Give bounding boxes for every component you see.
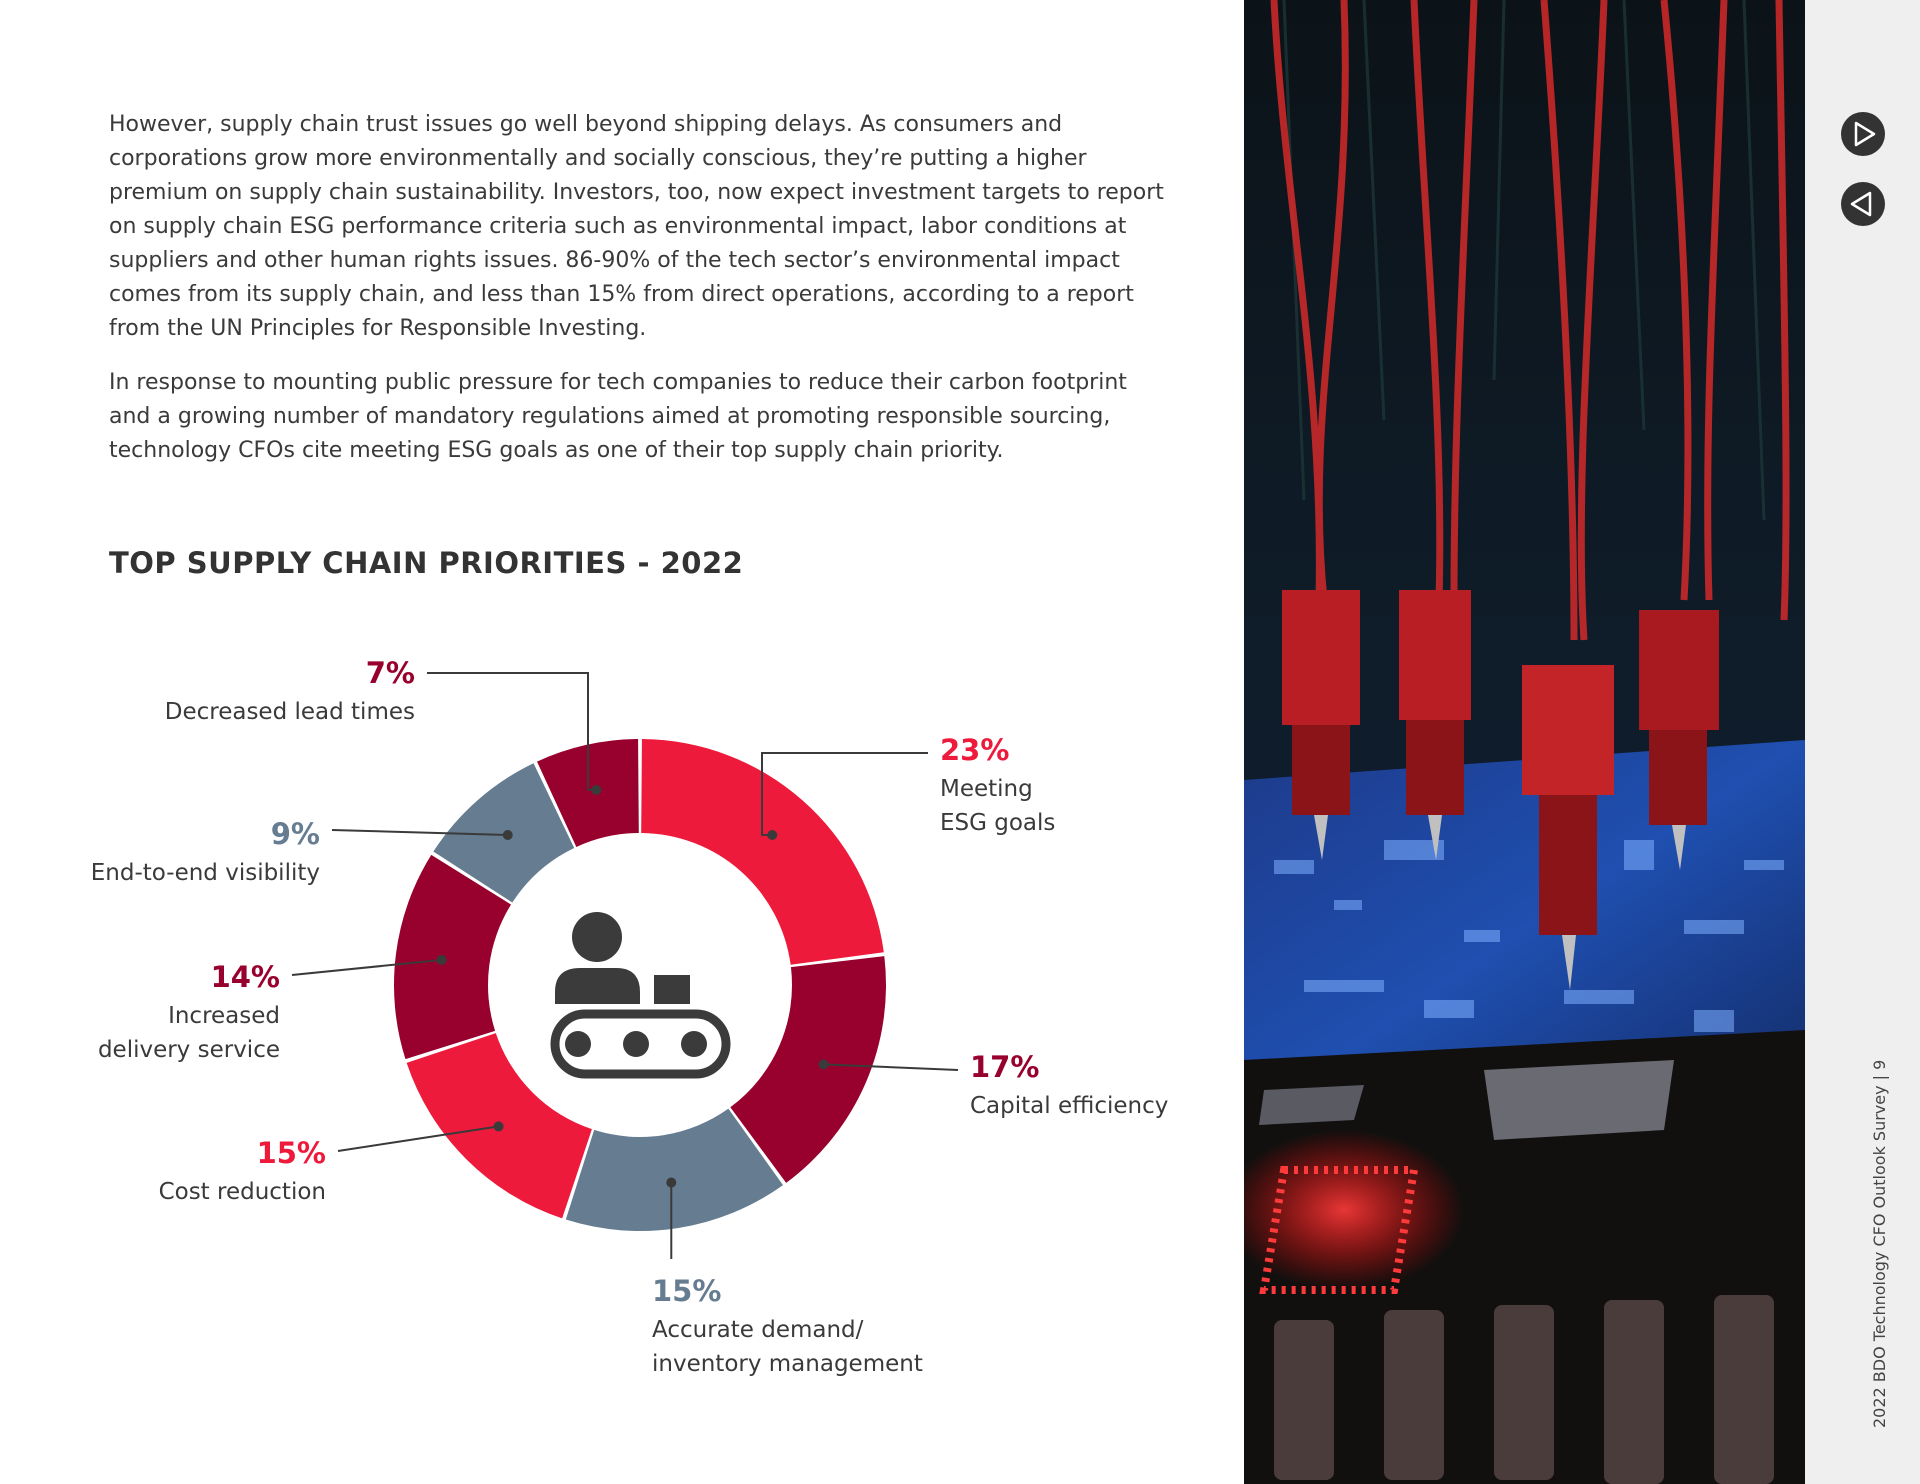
footer-page-label: 2022 BDO Technology CFO Outlook Survey | 9 [1870, 1059, 1889, 1428]
slice-percent-label: 7% [365, 656, 415, 690]
conveyor-worker-icon [555, 912, 726, 1074]
slice-category-label: End-to-end visibility [90, 860, 320, 886]
slice-percent-label: 15% [256, 1136, 326, 1170]
intro-paragraph-1: However, supply chain trust issues go well beyond shipping delays. As consumers and corporations grow more environmentally and socially conscious, they’re putting a higher premium on supply chain sustainability. Investors, too, now expect investment targets to report on supply chain ESG performance criteria such as environmental impact, labor conditions at suppliers and other human rights issues. 86-90% of the tech sector’s environmental impact comes from its supply chain, and less than 15% from direct operations, according to a report from the UN Principles for Responsible Investing. [109, 112, 1164, 341]
slice-percent-label: 17% [970, 1050, 1040, 1084]
play-right-icon [1841, 112, 1885, 156]
chart-title: TOP SUPPLY CHAIN PRIORITIES - 2022 [109, 546, 744, 580]
chart-slices [394, 739, 886, 1231]
intro-paragraph-2: In response to mounting public pressure for tech companies to reduce their carbon footprint and a growing number of mandatory regulations aimed at promoting responsible sourcing, technology CFOs cite meeting ESG goals as one of their top supply chain priority. [109, 370, 1127, 463]
slice-category-label: Increased [168, 1003, 280, 1029]
slice-percent-label: 14% [210, 960, 280, 994]
circuit-board-photo [1244, 0, 1805, 1484]
slice-category-label: Capital efficiency [970, 1093, 1169, 1119]
slice-category-label: Meeting [940, 776, 1033, 802]
slice-category-label: Accurate demand/ [652, 1317, 864, 1343]
slice-percent-label: 23% [940, 733, 1010, 767]
slice-category-label: inventory management [652, 1351, 923, 1377]
slice-category-label: Decreased lead times [164, 699, 415, 725]
slice-category-label: ESG goals [940, 810, 1056, 836]
next-page-button[interactable] [1841, 112, 1885, 156]
slice-category-label: Cost reduction [158, 1179, 326, 1205]
slice-percent-label: 15% [652, 1274, 722, 1308]
slice-percent-label: 9% [270, 817, 320, 851]
slice-category-label: delivery service [97, 1037, 280, 1063]
previous-page-button[interactable] [1841, 182, 1885, 226]
play-left-icon [1841, 182, 1885, 226]
